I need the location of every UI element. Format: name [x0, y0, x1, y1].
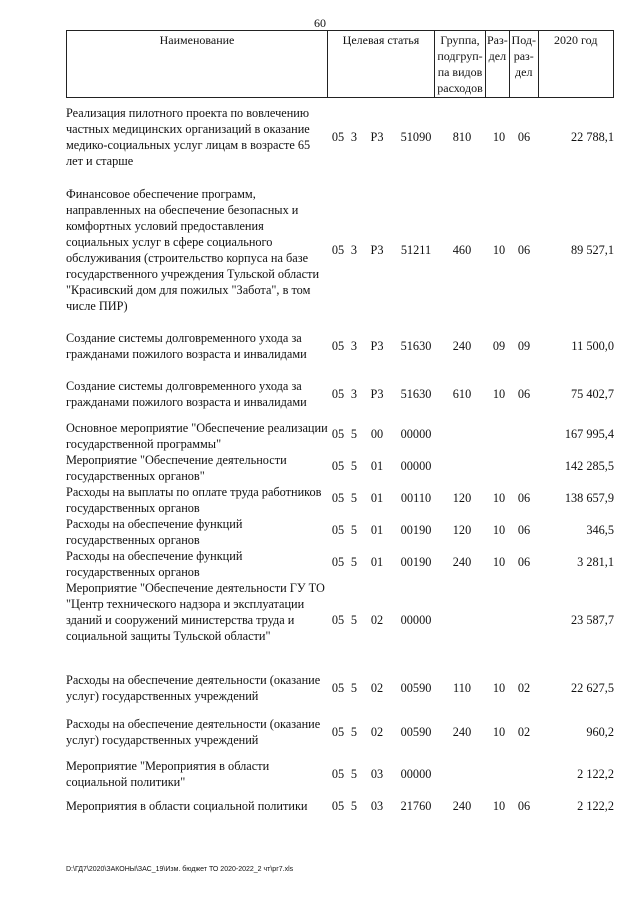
- row-group: 240: [452, 555, 472, 569]
- row-code-a: 05: [331, 767, 345, 781]
- row-code-b: 5: [350, 555, 358, 569]
- row-code-d: 00000: [400, 767, 432, 781]
- row-amount: 22 788,1: [570, 130, 614, 144]
- row-code-d: 51211: [400, 243, 432, 257]
- page-number: 60: [314, 16, 326, 30]
- row-amount: 142 285,5: [564, 459, 614, 473]
- row-razdel: 10: [492, 130, 506, 144]
- row-name: Мероприятие "Обеспечение деятельности государственных органов": [66, 453, 287, 483]
- row-code-d: 00190: [400, 523, 432, 537]
- row-code-b: 5: [350, 523, 358, 537]
- row-code-a: 05: [331, 523, 345, 537]
- row-name: Мероприятия в области социальной политики: [66, 799, 308, 813]
- row-code-b: 5: [350, 799, 358, 813]
- row-code-d: 00590: [400, 725, 432, 739]
- row-code-a: 05: [331, 459, 345, 473]
- row-group: 610: [452, 387, 472, 401]
- row-code-a: 05: [331, 799, 345, 813]
- row-group: 120: [452, 523, 472, 537]
- row-amount: 138 657,9: [564, 491, 614, 505]
- row-code-c: 02: [370, 725, 384, 739]
- row-code-a: 05: [331, 613, 345, 627]
- file-path-footer: D:\ГД7\2020\ЗАКОНЫ\ЗАС_19\Изм. бюджет ТО 2020-2022_2 чт\рг7.xls: [66, 866, 294, 873]
- row-code-a: 05: [331, 725, 345, 739]
- row-name: Мероприятие "Мероприятия в области социальной политики": [66, 759, 270, 789]
- row-code-c: 01: [370, 523, 384, 537]
- row-group: 240: [452, 725, 472, 739]
- row-amount: 346,5: [586, 523, 614, 537]
- row-name: Расходы на обеспечение деятельности (оказание услуг) государственных учреждений: [66, 717, 321, 747]
- row-name: Мероприятие "Обеспечение деятельности ГУ ТО "Центр технического надзора и эксплуатации зданий и сооружений министерства труда и социальной защиты Тульской области": [66, 581, 325, 643]
- row-group: 460: [452, 243, 472, 257]
- row-code-a: 05: [331, 243, 345, 257]
- row-amount: 75 402,7: [570, 387, 614, 401]
- row-code-d: 00590: [400, 681, 432, 695]
- row-razdel: 10: [492, 725, 506, 739]
- row-code-a: 05: [331, 555, 345, 569]
- row-podrazdel: 06: [517, 555, 531, 569]
- row-code-c: 03: [370, 767, 384, 781]
- row-code-d: 21760: [400, 799, 432, 813]
- row-code-c: 03: [370, 799, 384, 813]
- row-code-c: 01: [370, 555, 384, 569]
- row-amount: 23 587,7: [570, 613, 614, 627]
- row-amount: 11 500,0: [571, 339, 614, 353]
- header-razdel: Раз- дел: [486, 31, 510, 98]
- row-amount: 3 281,1: [577, 555, 614, 569]
- row-code-d: 00000: [400, 427, 432, 441]
- row-code-c: 02: [370, 613, 384, 627]
- row-name: Создание системы долговременного ухода за гражданами пожилого возраста и инвалидами: [66, 379, 307, 409]
- row-name: Расходы на обеспечение функций государственных органов: [66, 517, 243, 547]
- row-code-b: 5: [350, 681, 358, 695]
- row-code-d: 51630: [400, 339, 432, 353]
- row-code-d: 00110: [400, 491, 432, 505]
- header-year: 2020 год: [538, 31, 613, 98]
- row-razdel: 10: [492, 681, 506, 695]
- header-group: Группа, подгруп- па видов расходов: [435, 31, 486, 98]
- row-podrazdel: 06: [517, 130, 531, 144]
- row-code-c: P3: [370, 387, 384, 401]
- row-podrazdel: 06: [517, 491, 531, 505]
- row-podrazdel: 06: [517, 387, 531, 401]
- row-code-b: 5: [350, 491, 358, 505]
- row-razdel: 10: [492, 523, 506, 537]
- row-name: Реализация пилотного проекта по вовлечению частных медицинских организаций в оказание медико-социальных услуг лицам в возрасте 65 лет и старше: [66, 106, 311, 168]
- row-code-b: 3: [350, 339, 358, 353]
- row-razdel: 10: [492, 243, 506, 257]
- row-code-c: P3: [370, 130, 384, 144]
- row-code-c: 01: [370, 459, 384, 473]
- row-name: Основное мероприятие "Обеспечение реализации государственной программы": [66, 421, 328, 451]
- row-code-c: 00: [370, 427, 384, 441]
- row-podrazdel: 09: [517, 339, 531, 353]
- row-code-c: 02: [370, 681, 384, 695]
- row-podrazdel: 02: [517, 725, 531, 739]
- header-target: Целевая статья: [328, 31, 435, 98]
- row-code-a: 05: [331, 491, 345, 505]
- table-header: [66, 30, 614, 98]
- row-code-d: 00000: [400, 613, 432, 627]
- row-name: Создание системы долговременного ухода за гражданами пожилого возраста и инвалидами: [66, 331, 307, 361]
- row-amount: 89 527,1: [570, 243, 614, 257]
- row-amount: 167 995,4: [564, 427, 614, 441]
- row-code-a: 05: [331, 130, 345, 144]
- row-podrazdel: 06: [517, 799, 531, 813]
- row-code-a: 05: [331, 387, 345, 401]
- row-code-a: 05: [331, 339, 345, 353]
- row-razdel: 10: [492, 387, 506, 401]
- header-podrazdel: Под- раз- дел: [509, 31, 538, 98]
- row-code-c: P3: [370, 339, 384, 353]
- row-code-b: 3: [350, 130, 358, 144]
- row-code-d: 51630: [400, 387, 432, 401]
- row-group: 110: [453, 681, 471, 695]
- row-name: Расходы на выплаты по оплате труда работников государственных органов: [66, 485, 322, 515]
- row-amount: 2 122,2: [577, 767, 614, 781]
- row-amount: 2 122,2: [577, 799, 614, 813]
- row-code-c: 01: [370, 491, 384, 505]
- row-code-b: 5: [350, 427, 358, 441]
- row-code-b: 5: [350, 459, 358, 473]
- row-podrazdel: 02: [517, 681, 531, 695]
- row-code-b: 3: [350, 243, 358, 257]
- row-code-c: P3: [370, 243, 384, 257]
- row-group: 810: [452, 130, 472, 144]
- row-code-b: 3: [350, 387, 358, 401]
- header-name: Наименование: [67, 31, 328, 98]
- row-code-b: 5: [350, 725, 358, 739]
- row-group: 240: [452, 339, 472, 353]
- row-podrazdel: 06: [517, 243, 531, 257]
- row-code-b: 5: [350, 767, 358, 781]
- row-name: Расходы на обеспечение деятельности (оказание услуг) государственных учреждений: [66, 673, 321, 703]
- row-name: Финансовое обеспечение программ, направленных на обеспечение безопасных и комфортных условий предоставления социальных услуг в сфере социального обслуживания (строительство корпуса на базе государственного учреждения Тульской области "Красивский дом для пожилых "Забота", в том числе ПИР): [66, 187, 320, 313]
- row-razdel: 10: [492, 555, 506, 569]
- row-code-d: 00000: [400, 459, 432, 473]
- row-podrazdel: 06: [517, 523, 531, 537]
- row-group: 120: [452, 491, 472, 505]
- row-razdel: 09: [492, 339, 506, 353]
- row-amount: 960,2: [586, 725, 614, 739]
- row-razdel: 10: [492, 491, 506, 505]
- row-razdel: 10: [492, 799, 506, 813]
- row-code-d: 00190: [400, 555, 432, 569]
- row-code-b: 5: [350, 613, 358, 627]
- row-code-a: 05: [331, 427, 345, 441]
- row-group: 240: [452, 799, 472, 813]
- row-name: Расходы на обеспечение функций государственных органов: [66, 549, 243, 579]
- row-code-a: 05: [331, 681, 345, 695]
- row-amount: 22 627,5: [570, 681, 614, 695]
- row-code-d: 51090: [400, 130, 432, 144]
